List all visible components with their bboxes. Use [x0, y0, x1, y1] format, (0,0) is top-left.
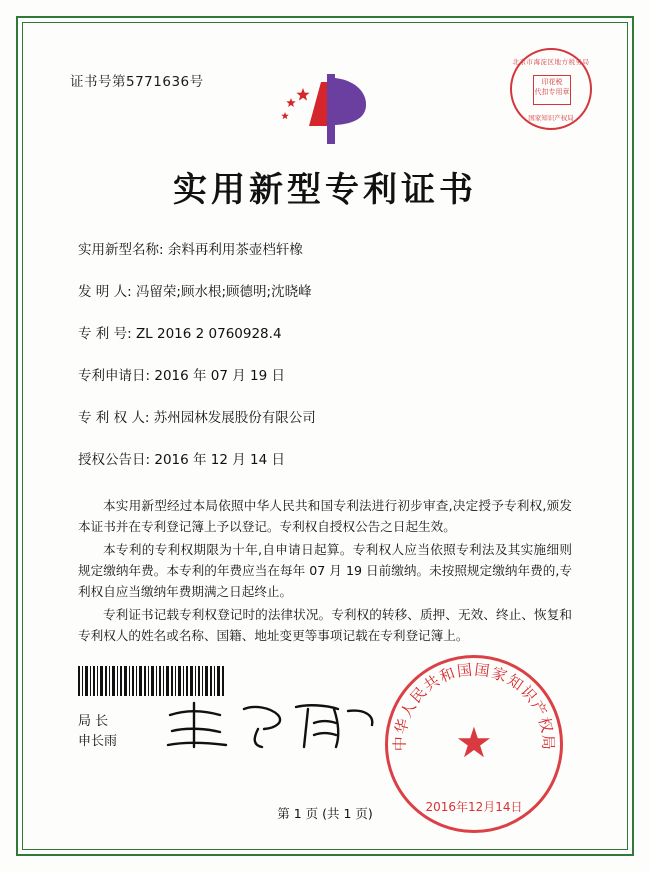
director-label: 局 长 — [78, 714, 109, 729]
field-patent-number — [78, 324, 572, 344]
paragraph-1: 本实用新型经过本局依照中华人民共和国专利法进行初步审查,决定授予专利权,颁发本证书并在专利登记簿上予以登记。专利权自授权公告之日起生效。 — [78, 498, 572, 534]
field-value: 冯留荣;顾水根;顾德明;沈晓峰 — [135, 284, 312, 300]
body-paragraphs — [78, 495, 572, 648]
field-grant-announcement-date — [78, 450, 572, 470]
field-value: 2016 年 12 月 14 日 — [154, 452, 286, 468]
paragraph-2: 本专利的专利权期限为十年,自申请日起算。专利权人应当依照专利法及其实施细则规定缴纳年费。本专利的年费应当在每年 07 月 19 日前缴纳。未按照规定缴纳年费的,专利权自应当缴纳年费期满之日起终止。 — [78, 542, 572, 599]
seal-emblem-icon: ★ — [455, 718, 493, 768]
tax-stamp-line1: 印花税 — [541, 78, 563, 86]
barcode — [78, 666, 226, 696]
certificate-number: 证书号第5771636号 — [70, 74, 204, 90]
field-label: 发 明 人: — [78, 284, 132, 300]
barcode-icon — [78, 666, 226, 696]
field-application-date — [78, 366, 572, 386]
director-signature — [158, 695, 388, 755]
field-label: 实用新型名称: — [78, 242, 164, 258]
field-label: 授权公告日: — [78, 452, 151, 468]
cnipa-logo — [40, 70, 610, 150]
field-inventors — [78, 282, 572, 302]
field-value: 苏州园林发展股份有限公司 — [153, 410, 316, 426]
field-value: 余料再利用茶壶档轩橡 — [167, 242, 303, 258]
page-footer: 第 1 页 (共 1 页) — [277, 806, 373, 821]
tax-stamp-arc-bottom: 国家知识产权局 — [528, 114, 574, 122]
field-label: 专利申请日: — [78, 368, 151, 384]
field-label: 专 利 权 人: — [78, 410, 150, 426]
certificate-content — [40, 40, 610, 832]
fields-list — [78, 240, 572, 492]
director-name: 申长雨 — [78, 734, 118, 749]
field-value: ZL 2016 2 0760928.4 — [135, 326, 282, 342]
field-value: 2016 年 07 月 19 日 — [154, 368, 286, 384]
tax-stamp-line2: 代扣专用章 — [534, 88, 570, 96]
field-patentee — [78, 408, 572, 428]
logo-icon — [265, 70, 385, 150]
field-utility-model-name — [78, 240, 572, 260]
page-title: 实用新型专利证书 — [173, 170, 477, 210]
paragraph-3: 专利证书记载专利权登记时的法律状况。专利权的转移、质押、无效、终止、恢复和专利权人的姓名或名称、国籍、地址变更等事项记载在专利登记簿上。 — [78, 607, 572, 643]
seal-date: 2016年12月14日 — [425, 800, 523, 814]
tax-stamp-arc-top: 北京市海淀区地方税务局 — [512, 58, 590, 66]
seal-arc-text: 中华人民共和国国家知识产权局 — [390, 660, 558, 752]
signature-block — [78, 712, 117, 752]
field-label: 专 利 号: — [78, 326, 132, 342]
